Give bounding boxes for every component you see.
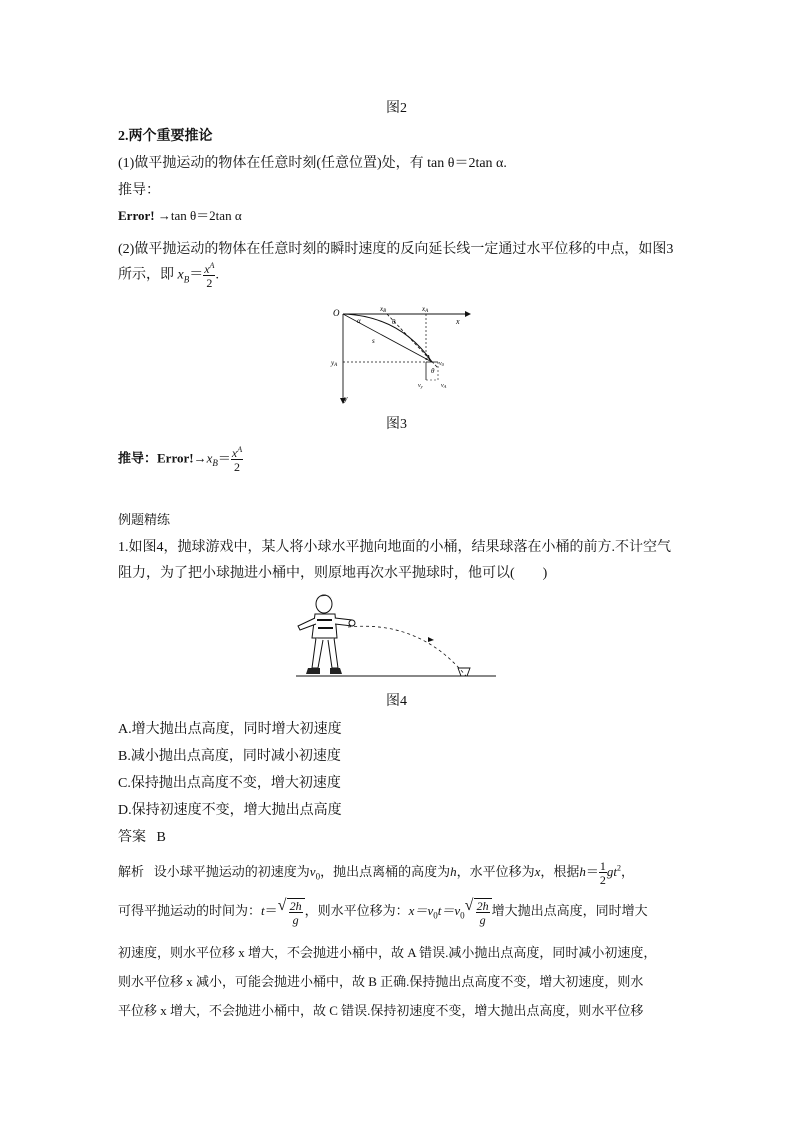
- s-label: s: [372, 337, 375, 345]
- va-label: vA: [441, 383, 447, 389]
- eq-sign-1: ＝: [585, 863, 599, 879]
- denominator-two: 2: [206, 276, 213, 290]
- t-symbol-2: t: [261, 902, 265, 918]
- xa-over-2-fraction: [203, 262, 215, 289]
- analysis-label: 解析: [118, 863, 145, 879]
- question-1-line-1: 1.如图4，抛球游戏中，某人将小球水平抛向地面的小桶，结果球落在小桶的前方.不计空气: [118, 540, 671, 555]
- xa-superscript: A: [209, 261, 215, 270]
- analysis-text-2b: ，则水平位移为：: [304, 902, 409, 918]
- figure-3-caption: 图3: [386, 417, 407, 432]
- derive-1-formula: tan θ＝2tan α: [170, 208, 242, 223]
- x-symbol: x: [534, 863, 541, 879]
- period: .: [215, 267, 219, 283]
- analysis-line-3: 初速度，则水平位移 x 增大，不会抛进小桶中，故 A 错误.减小抛出点高度，同时减小初速度，: [118, 945, 657, 960]
- analysis-text-2c: 增大抛出点高度，同时增大: [491, 902, 648, 918]
- derive-2-label: 推导：: [118, 450, 158, 466]
- denominator-two-2: 2: [234, 460, 240, 474]
- x-equals-v: x＝v: [408, 902, 434, 918]
- inference-2-prefix: 所示，即: [118, 267, 178, 283]
- v-symbol: v: [309, 863, 316, 879]
- analysis-line-5: 平位移 x 增大，不会抛进小桶中，故 C 错误.保持初速度不变，增大抛出点高度，则水平位移: [118, 1003, 644, 1018]
- v0-subscript: 0: [315, 871, 321, 882]
- bucket: [458, 668, 470, 676]
- comma-1: ，: [621, 863, 635, 879]
- t-symbol: t: [613, 863, 618, 879]
- alpha-label: α: [357, 317, 361, 325]
- x-axis-label: x: [456, 317, 460, 326]
- t-squared: 2: [617, 863, 622, 873]
- theta-label-bottom: θ: [431, 367, 435, 375]
- sqrt-2h-over-g-2: √ $\frac{2h}{g}$: [465, 898, 492, 926]
- analysis-line-4: 则水平位移 x 减小，可能会抛进小桶中，故 B 正确.保持抛出点高度不变，增大初速度，则水: [118, 974, 644, 989]
- section-title: 2.两个重要推论: [118, 129, 213, 144]
- g-den: g: [292, 913, 299, 927]
- xa-label: xA: [422, 305, 429, 314]
- answer-label: 答案: [118, 830, 146, 845]
- figure-3-diagram: [330, 300, 480, 410]
- frac-two: 2: [599, 873, 606, 887]
- eq-sign-2: ＝: [264, 902, 278, 918]
- equals-sign: ＝: [189, 267, 204, 283]
- inference-2-text: (2)做平抛运动的物体在任意时刻的瞬时速度的反向延长线一定通过水平位移的中点，如图3: [118, 242, 674, 257]
- inference-1-text: (1)做平抛运动的物体在任意时刻(任意位置)处，有 tan θ＝2tan α.: [118, 156, 507, 171]
- figure-4-caption: 图4: [386, 694, 407, 709]
- derive-2-line: [118, 446, 243, 473]
- point-a-label: A: [426, 354, 431, 362]
- v0-sub-a: 0: [433, 910, 438, 921]
- half-fraction: [599, 860, 607, 886]
- xb-subscript: B: [183, 274, 190, 285]
- t-equals-v: t＝v: [437, 902, 461, 918]
- option-c: C.保持抛出点高度不变，增大初速度: [118, 776, 341, 791]
- inference-2-formula-line: [118, 262, 219, 289]
- v0-sub-b: 0: [460, 910, 465, 921]
- analysis-text-1d: ，根据: [540, 863, 580, 879]
- v0-label: v0: [439, 361, 444, 367]
- option-b: B.减小抛出点高度，同时减小初速度: [118, 749, 341, 764]
- y-axis-label: y: [344, 394, 348, 403]
- x-axis-arrow: [465, 311, 471, 317]
- figure-2-caption: 图2: [386, 101, 407, 116]
- analysis-line-2: [118, 898, 648, 926]
- xb-label: xB: [380, 305, 387, 314]
- two-h-2: 2h: [476, 899, 489, 913]
- h-symbol: h: [450, 863, 457, 879]
- vy-label: vy: [418, 383, 423, 389]
- question-1-line-2: 阻力，为了把小球抛进小桶中，则原地再次水平抛球时，他可以( ): [118, 566, 548, 581]
- two-h: 2h: [289, 899, 302, 913]
- option-d: D.保持初速度不变，增大抛出点高度: [118, 803, 342, 818]
- sqrt-2h-over-g: √ $\frac{2h}{g}$: [278, 898, 305, 926]
- arrow: →: [157, 208, 171, 223]
- answer-value: B: [156, 830, 166, 845]
- xa-over-2-fraction-2: [231, 446, 243, 473]
- option-a: A.增大抛出点高度，同时增大初速度: [118, 722, 342, 737]
- analysis-text-1c: ，水平位移为: [456, 863, 535, 879]
- trajectory-arrow: [428, 637, 434, 642]
- frac-one: 1: [599, 859, 606, 873]
- error-marker-2: Error!: [157, 450, 194, 466]
- derive-label-1: 推导：: [118, 183, 160, 198]
- error-marker: Error!: [118, 208, 155, 223]
- derive-1-line: [118, 205, 242, 224]
- xb-subscript-2: B: [212, 458, 218, 469]
- xb-symbol: x: [177, 267, 184, 283]
- xa-symbol-2: x: [231, 446, 238, 460]
- example-heading: 例题精练: [118, 512, 171, 527]
- answer-line: [118, 826, 166, 846]
- xa-symbol: x: [204, 262, 210, 276]
- origin-label: O: [333, 308, 340, 318]
- analysis-text-1a: 设小球平抛运动的初速度为: [153, 863, 310, 879]
- ya-label: yA: [331, 359, 338, 368]
- figure-4-diagram: [290, 590, 505, 680]
- analysis-text-1b: ，抛出点离桶的高度为: [320, 863, 451, 879]
- xb-symbol-2: x: [206, 450, 213, 466]
- analysis-text-2a: 可得平抛运动的时间为：: [118, 902, 262, 918]
- xa-superscript-2: A: [237, 445, 243, 454]
- equals-sign-2: ＝: [217, 450, 231, 466]
- g-den-2: g: [479, 913, 486, 927]
- analysis-line-1: [118, 860, 634, 886]
- ball-trajectory: [348, 626, 466, 676]
- arrow-2: →: [193, 450, 207, 466]
- h-symbol-eq: h: [579, 863, 586, 879]
- person-figure: [298, 595, 355, 674]
- theta-label-top: θ: [392, 318, 396, 326]
- g-symbol: g: [606, 863, 614, 879]
